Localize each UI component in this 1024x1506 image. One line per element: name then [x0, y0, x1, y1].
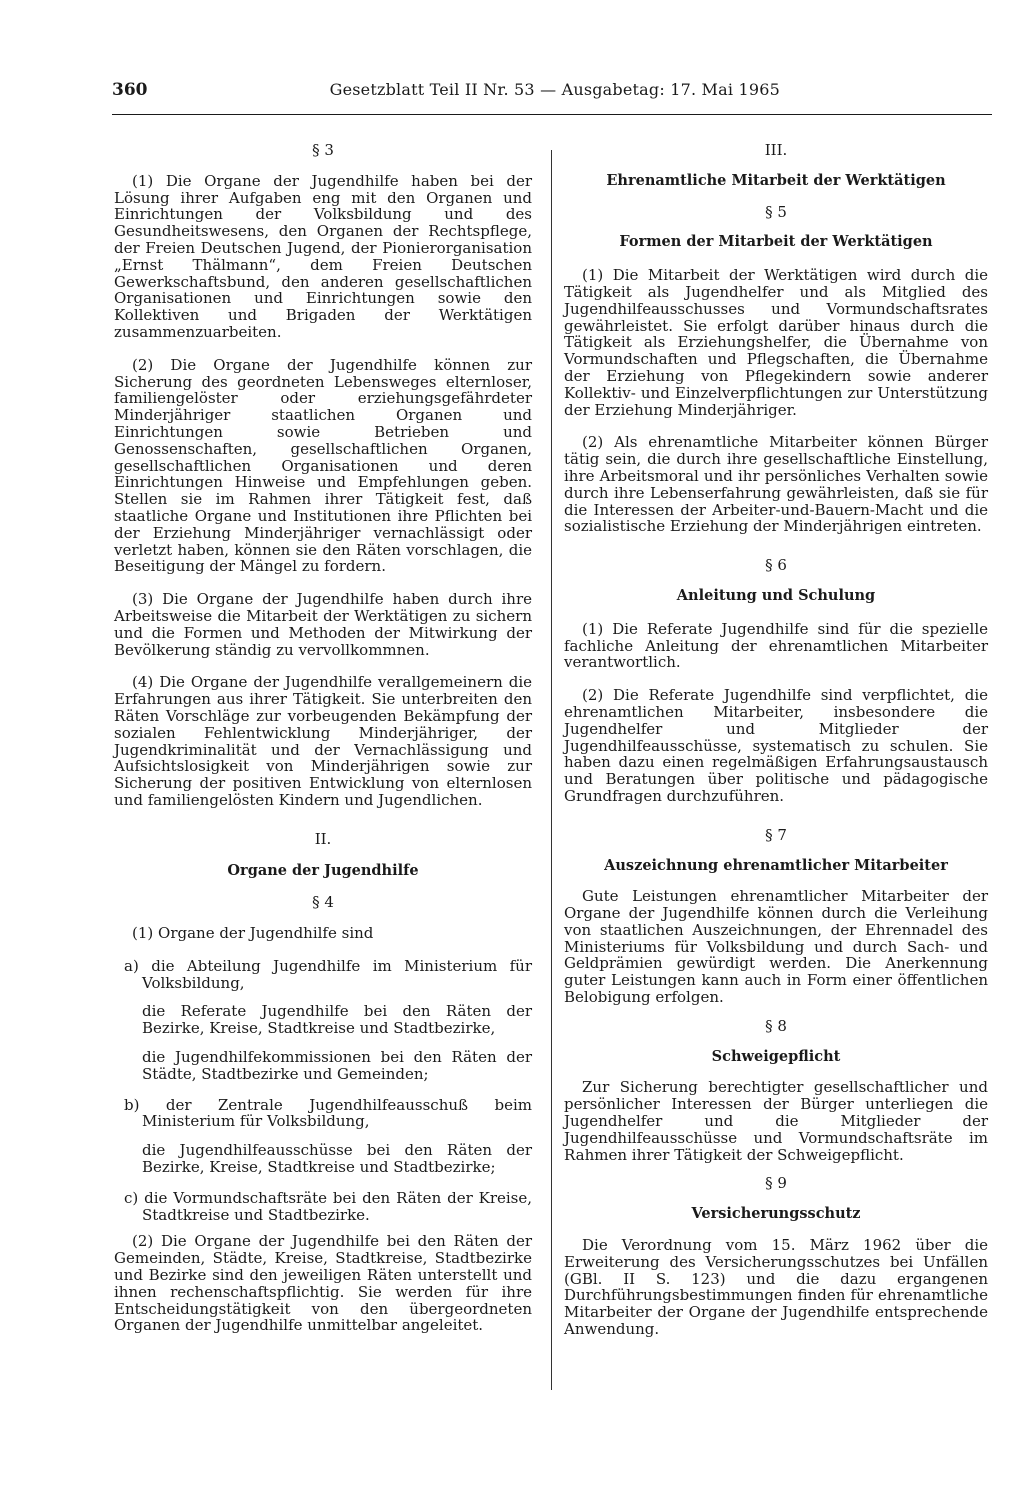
paragraph-5-2: (2) Als ehrenamtliche Mitarbeiter können Bürger tätig sein, die durch ihre gesellschaftliche Einstellung, ihre Arbeitsmoral und ihr persönliches Verhalten sowie durch ihre Lebenserfahrung gewährleisten, daß sie für die Interessen der Arbeiter-und-Bauern-Macht und die sozialistische Erziehung der Minderjährigen eintreten.	[564, 433, 988, 536]
paragraph-9-title: Versicherungsschutz	[691, 1205, 861, 1223]
paragraph-8-1: Zur Sicherung berechtigter gesellschaftlicher und persönlicher Interessen der Bürger unterliegen die Jugendhelfer und die Mitglieder der Jugendhilfeausschüsse und Vormundschaftsräte im Rahmen ihrer Tätigkeit der Schweigepflicht.	[564, 1078, 988, 1164]
header-rule	[112, 114, 992, 115]
list-item-b: b) der Zentrale Jugendhilfeausschuß beim Ministerium für Volksbildung,	[124, 1095, 532, 1131]
page-number: 360	[112, 80, 148, 100]
paragraph-4-2: (2) Die Organe der Jugendhilfe bei den Räten der Gemeinden, Städte, Kreise, Stadtkreise, Stadtbezirke und Bezirke sind den jeweiligen Räten unterstellt und ihnen rechenschaftspflichtig. Sie werden für ihre Entscheidungstätigkeit von den übergeordneten Organen der Jugendhilfe unmittelbar angeleitet.	[114, 1232, 532, 1335]
section-3-number: III.	[764, 141, 788, 159]
paragraph-3-3: (3) Die Organe der Jugendhilfe haben durch ihre Arbeitsweise die Mitarbeit der Werktätigen zu sichern und die Formen und Methoden der Mitwirkung der Bevölkerung ständig zu vervollkommnen.	[114, 590, 532, 659]
paragraph-9-1: Die Verordnung vom 15. März 1962 über die Erweiterung des Versicherungsschutzes bei Unfällen (GBl. II S. 123) und die dazu ergangenen Durchführungsbestimmungen finden für ehrenamtliche Mitarbeiter der Organe der Jugendhilfe entsprechende Anwendung.	[564, 1236, 988, 1339]
list-item-c: c) die Vormundschaftsräte bei den Räten der Kreise, Stadtkreise und Stadtbezirke.	[124, 1188, 532, 1224]
paragraph-3-2: (2) Die Organe der Jugendhilfe können zur Sicherung des geordneten Lebensweges elternloser, familiengelöster oder erziehungsgefährdeter Minderjähriger staatlichen Organen und Einrichtungen sowie Betrieben und Genossenschaften, gesellschaftlichen Organen, gesellschaftlichen Organisationen und deren Einrichtungen Hinweise und Empfehlungen geben. Stellen sie im Rahmen ihrer Tätigkeit fest, daß staatliche Organe und Institutionen ihre Pflichten bei der Erziehung Minderjähriger vernachlässigt oder verletzt haben, können sie den Räten vorschlagen, die Beseitigung der Mängel zu fordern.	[114, 355, 532, 576]
paragraph-3-4: (4) Die Organe der Jugendhilfe verallgemeinern die Erfahrungen aus ihrer Tätigkeit. Sie unterbreiten den Räten Vorschläge zur vorbeugenden Bekämpfung der sozialen Fehlentwicklung Minderjähriger, der Jugendkriminalität und der Vernachlässigung und Aufsichtslosigkeit von Minderjährigen sowie zur Sicherung der positiven Entwicklung von elternlosen und familiengelösten Kindern und Jugendlichen.	[114, 673, 532, 809]
right-column	[564, 142, 988, 1338]
list-item-a-sub-1: die Referate Jugendhilfe bei den Räten der Bezirke, Kreise, Stadtkreise und Stadtbezirke,	[142, 1002, 532, 1038]
paragraph-6-title: Anleitung und Schulung	[676, 586, 876, 604]
paragraph-7-1: Gute Leistungen ehrenamtlicher Mitarbeiter der Organe der Jugendhilfe können durch die Verleihung von staatlichen Auszeichnungen, der Ehrennadel des Ministeriums für Volksbildung und durch Sach- und Geldprämien gewürdigt werden. Die Anerkennung guter Leistungen kann auch in Form einer öffentlichen Belobigung erfolgen.	[564, 887, 988, 1007]
section-3-title: Ehrenamtliche Mitarbeit der Werktätigen	[606, 171, 946, 189]
paragraph-3-heading: § 3	[312, 141, 334, 159]
list-item-b-sub-1: die Jugendhilfeausschüsse bei den Räten der Bezirke, Kreise, Stadtkreise und Stadtbezirke;	[142, 1141, 532, 1177]
paragraph-4-heading: § 4	[312, 893, 334, 912]
paragraph-7-heading: § 7	[765, 825, 787, 844]
paragraph-7-title: Auszeichnung ehrenamtlicher Mitarbeiter	[604, 856, 948, 874]
paragraph-9-heading: § 9	[765, 1174, 787, 1193]
paragraph-6-heading: § 6	[765, 556, 787, 575]
left-column	[114, 142, 532, 1334]
paragraph-3-1: (1) Die Organe der Jugendhilfe haben bei der Lösung ihrer Aufgaben eng mit den Organen und Einrichtungen der Volksbildung und des Gesundheitswesens, den Organen der Rechtspflege, der Freien Deutschen Jugend, der Pionierorganisation „Ernst Thälmann“, dem Freien Deutschen Gewerkschaftsbund, den anderen gesellschaftlichen Organisationen und Einrichtungen sowie den Kollektiven und Brigaden der Werktätigen zusammenzuarbeiten.	[114, 171, 532, 341]
paragraph-8-title: Schweigepflicht	[711, 1047, 841, 1065]
paragraph-6-2: (2) Die Referate Jugendhilfe sind verpflichtet, die ehrenamtlichen Mitarbeiter, insbesondere die Jugendhelfer und Mitglieder der Jugendhilfeausschüsse, systematisch zu schulen. Sie haben dazu einen regelmäßigen Erfahrungsaustausch und Beratungen über politische und pädagogische Grundfragen durchzuführen.	[564, 686, 988, 805]
paragraph-5-1: (1) Die Mitarbeit der Werktätigen wird durch die Tätigkeit als Jugendhelfer und als Mitglied des Jugendhilfeausschusses und Vormundschaftsrates gewährleistet. Sie erfolgt darüber hinaus durch die Tätigkeit als Erziehungshelfer, die Übernahme von Vormundschaften und Pflegschaften, die Übernahme der Erziehung von Pflegekindern sowie anderer Kollektiv- und Einzelverpflichtungen zur Unterstützung der Erziehung Minderjähriger.	[564, 266, 988, 419]
section-2-number: II.	[314, 829, 332, 848]
paragraph-4-1: (1) Organe der Jugendhilfe sind	[132, 924, 374, 943]
column-divider	[551, 150, 552, 1390]
paragraph-6-1: (1) Die Referate Jugendhilfe sind für die spezielle fachliche Anleitung der ehrenamtlichen Mitarbeiter verantwortlich.	[564, 619, 988, 672]
section-2-title: Organe der Jugendhilfe	[227, 862, 419, 880]
paragraph-5-title: Formen der Mitarbeit der Werktätigen	[619, 233, 933, 251]
paragraph-5-heading: § 5	[765, 202, 787, 221]
paragraph-8-heading: § 8	[765, 1016, 787, 1035]
list-item-a: a) die Abteilung Jugendhilfe im Ministerium für Volksbildung,	[124, 956, 532, 992]
list-item-a-sub-2: die Jugendhilfekommissionen bei den Räten der Städte, Stadtbezirke und Gemeinden;	[142, 1048, 532, 1083]
header-title: Gesetzblatt Teil II Nr. 53 — Ausgabetag: 17. Mai 1965	[329, 80, 780, 99]
